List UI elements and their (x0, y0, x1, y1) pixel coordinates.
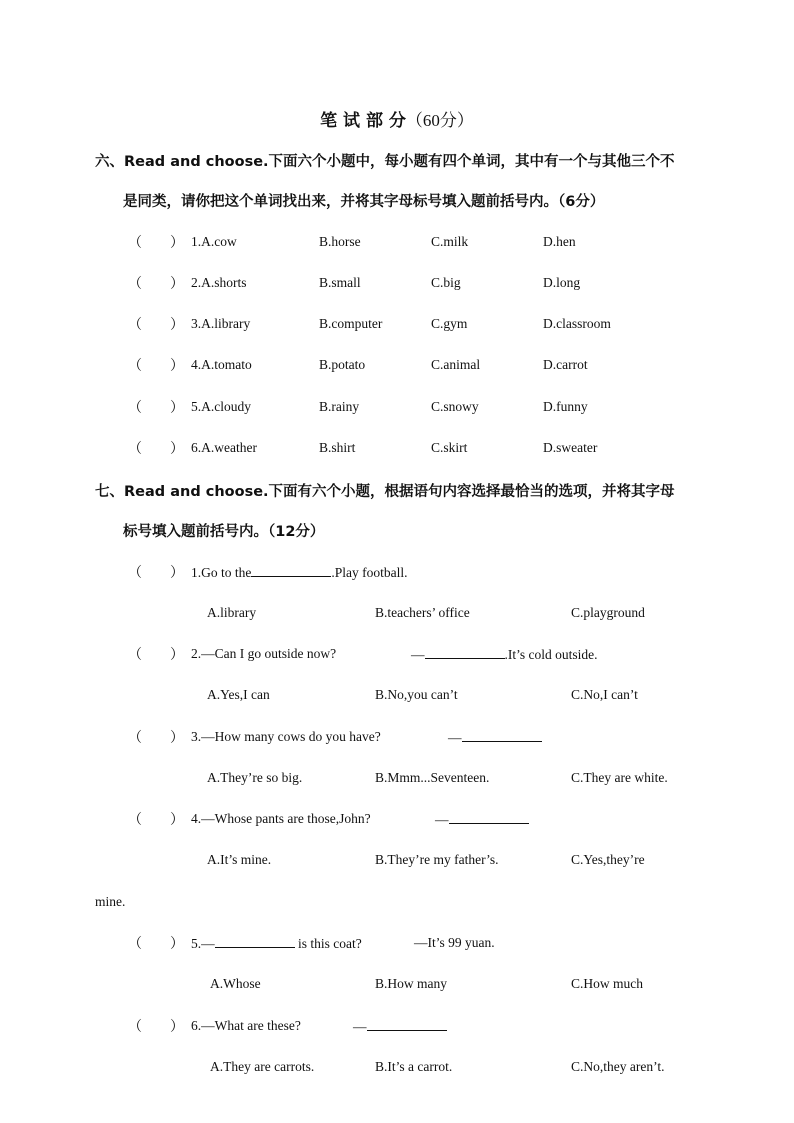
option-c: C.How much (571, 976, 643, 991)
option-a: 4.A.tomato (191, 357, 252, 372)
answer-blank[interactable] (251, 564, 331, 577)
option-b: B.Mmm...Seventeen. (375, 770, 490, 785)
option-b: B.It’s a carrot. (375, 1059, 453, 1074)
option-b: B.small (319, 275, 361, 290)
option-d: D.funny (543, 399, 588, 414)
answer-paren-close: ） (170, 401, 184, 416)
section6-heading-line2: 是同类，请你把这个单词找出来，并将其字母标号填入题前括号内。（6分） (123, 194, 605, 210)
answer-line (411, 646, 598, 663)
question-stem (191, 564, 408, 581)
answer-paren-close: ） (170, 937, 184, 952)
answer-paren-close: ） (170, 813, 184, 828)
answer-paren-close: ） (170, 1020, 184, 1035)
option-c: C.They are white. (571, 770, 668, 785)
option-d: D.carrot (543, 357, 588, 372)
answer-paren-open[interactable]: （ (128, 236, 142, 251)
answer-blank[interactable] (449, 811, 529, 824)
section7-heading-line1: 七、Read and choose.下面有六个小题，根据语句内容选择最恰当的选项，并将其字母 (95, 484, 675, 500)
section7-heading-line2: 标号填入题前括号内。（12分） (123, 524, 325, 540)
answer-blank[interactable] (367, 1018, 447, 1031)
option-a: A.Whose (210, 976, 261, 991)
question-text: 5.— (191, 936, 215, 951)
option-c: C.animal (431, 357, 481, 372)
answer-paren-close: ） (170, 442, 184, 457)
option-c: C.gym (431, 316, 468, 331)
option-a: A.library (207, 605, 257, 620)
answer-paren-open[interactable]: （ (128, 731, 142, 746)
answer-paren-open[interactable]: （ (128, 442, 142, 457)
answer-blank[interactable] (462, 729, 542, 742)
option-c: C.skirt (431, 440, 468, 455)
dash: — (435, 812, 449, 827)
option-b: B.They’re my father’s. (375, 852, 499, 867)
option-a: A.It’s mine. (207, 852, 272, 867)
option-d: D.classroom (543, 316, 611, 331)
answer-line (435, 811, 529, 828)
option-a: 1.A.cow (191, 234, 237, 249)
dash: — (411, 647, 425, 662)
option-d: D.sweater (543, 440, 598, 455)
option-d: D.long (543, 275, 581, 290)
option-c: C.playground (571, 605, 645, 620)
question-stem (191, 935, 362, 952)
option-b: B.shirt (319, 440, 356, 455)
option-a: A.They are carrots. (210, 1059, 315, 1074)
answer-blank[interactable] (425, 646, 505, 659)
option-a: A.They’re so big. (207, 770, 303, 785)
answer-paren-open[interactable]: （ (128, 1020, 142, 1035)
page-title (0, 106, 794, 131)
option-b: B.No,you can’t (375, 687, 458, 702)
answer-paren-open[interactable]: （ (128, 359, 142, 374)
dash: — (353, 1019, 367, 1034)
answer-line (448, 729, 542, 746)
option-a: 2.A.shorts (191, 275, 247, 290)
dash: — (448, 730, 462, 745)
question-text: 4.—Whose pants are those,John? (191, 811, 371, 826)
answer-text: —It’s 99 yuan. (414, 935, 495, 950)
question-text: .Play football. (331, 565, 408, 580)
answer-blank[interactable] (215, 935, 295, 948)
option-b: B.computer (319, 316, 383, 331)
option-d: D.hen (543, 234, 576, 249)
question-text: is this coat? (298, 936, 362, 951)
answer-paren-close: ） (170, 277, 184, 292)
answer-paren-close: ） (170, 731, 184, 746)
question-text: 1.Go to the (191, 565, 252, 580)
option-a: 3.A.library (191, 316, 251, 331)
option-b: B.rainy (319, 399, 360, 414)
answer-line (353, 1018, 447, 1035)
answer-paren-open[interactable]: （ (128, 648, 142, 663)
answer-paren-close: ） (170, 566, 184, 581)
answer-paren-open[interactable]: （ (128, 318, 142, 333)
section6-heading-line1: 六、Read and choose.下面六个小题中，每小题有四个单词，其中有一个与其他三个不 (95, 154, 675, 170)
question-text: 3.—How many cows do you have? (191, 729, 381, 744)
answer-paren-close: ） (170, 236, 184, 251)
title-points: （60分） (405, 111, 474, 130)
option-a: A.Yes,I can (207, 687, 270, 702)
question-text: 6.—What are these? (191, 1018, 301, 1033)
answer-paren-close: ） (170, 318, 184, 333)
option-c: C.milk (431, 234, 469, 249)
answer-paren-close: ） (170, 359, 184, 374)
option-c: C.Yes,they’re (571, 852, 645, 867)
answer-paren-open[interactable]: （ (128, 937, 142, 952)
option-b: B.teachers’ office (375, 605, 470, 620)
title-main: 笔 试 部 分 (320, 111, 406, 131)
answer-paren-open[interactable]: （ (128, 813, 142, 828)
option-a: 5.A.cloudy (191, 399, 251, 414)
option-c-wrap: mine. (95, 894, 126, 909)
answer-paren-open[interactable]: （ (128, 401, 142, 416)
option-c: C.No,they aren’t. (571, 1059, 665, 1074)
option-c: C.snowy (431, 399, 479, 414)
option-c: C.No,I can’t (571, 687, 638, 702)
option-b: B.How many (375, 976, 447, 991)
option-b: B.potato (319, 357, 366, 372)
question-text: 2.—Can I go outside now? (191, 646, 337, 661)
question-text: .It’s cold outside. (504, 647, 598, 662)
option-b: B.horse (319, 234, 361, 249)
answer-paren-open[interactable]: （ (128, 566, 142, 581)
answer-paren-close: ） (170, 648, 184, 663)
option-a: 6.A.weather (191, 440, 257, 455)
option-c: C.big (431, 275, 461, 290)
answer-paren-open[interactable]: （ (128, 277, 142, 292)
